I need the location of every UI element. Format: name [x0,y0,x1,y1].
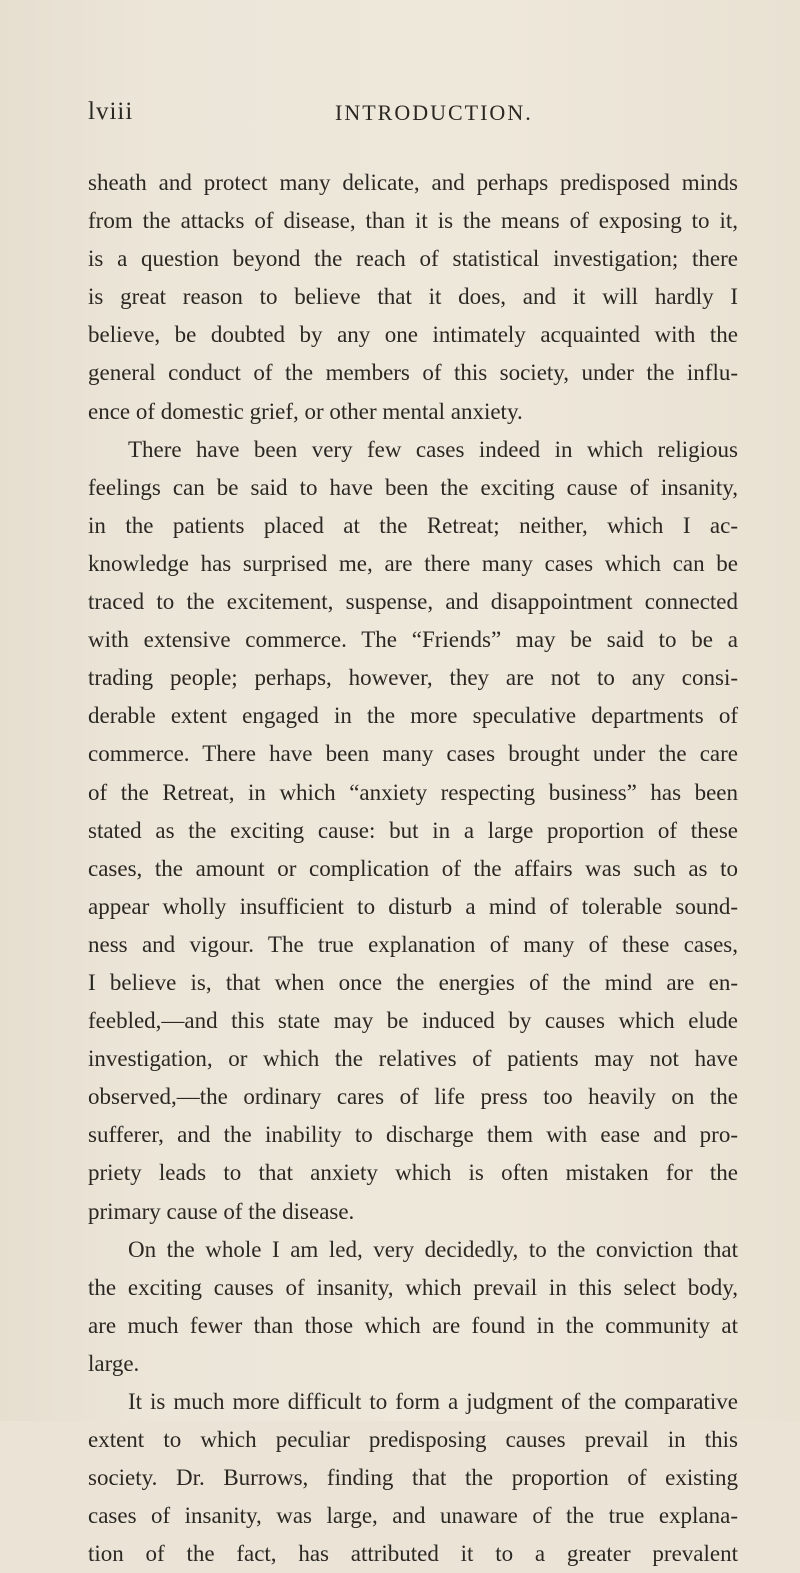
text-line: derable extent engaged in the more speculative departments of [88,703,738,729]
text-line: in the patients placed at the Retreat; neither, which I ac- [88,512,738,538]
text-line: appear wholly insufficient to disturb a mind of tolerable sound- [88,893,738,919]
text-line: extent to which peculiar predisposing causes prevail in this [88,1427,738,1453]
text-line: ence of domestic grief, or other mental anxiety. [88,398,523,424]
text-line: tion of the fact, has attributed it to a greater prevalent [88,1541,738,1567]
text-line: feebled,—and this state may be induced by causes which elude [88,1008,738,1034]
running-title: INTRODUCTION. [335,100,533,125]
text-line: knowledge has surprised me, are there many cases which can be [88,550,738,576]
text-line: priety leads to that anxiety which is often mistaken for the [88,1160,738,1186]
text-line: cases, the amount or complication of the affairs was such as to [88,855,738,881]
text-line: ness and vigour. The true explanation of many of these cases, [88,931,738,957]
text-line: There have been very few cases indeed in which religious [128,436,738,462]
page-number: lviii [88,98,134,125]
text-line: sufferer, and the inability to discharge them with ease and pro- [88,1122,738,1148]
text-line: is a question beyond the reach of statistical investigation; there [88,246,738,272]
text-line: On the whole I am led, very decidedly, to the conviction that [128,1236,738,1262]
text-line: is great reason to believe that it does, and it will hardly I [88,284,738,310]
text-line: commerce. There have been many cases brought under the care [88,741,738,767]
text-line: large. [88,1350,140,1376]
text-line: sheath and protect many delicate, and perhaps predisposed minds [88,170,738,195]
text-line: of the Retreat, in which “anxiety respecting business” has been [88,779,738,805]
text-line: primary cause of the disease. [88,1198,355,1224]
text-line: cases of insanity, was large, and unaware of the true explana- [88,1503,738,1529]
text-line: from the attacks of disease, than it is the means of exposing to it, [88,208,738,234]
text-line: believe, be doubted by any one intimately acquainted with the [88,322,738,348]
text-line: the exciting causes of insanity, which prevail in this select body, [88,1274,738,1300]
text-line: society. Dr. Burrows, finding that the proportion of existing [88,1465,738,1491]
text-line: stated as the exciting cause: but in a large proportion of these [88,817,738,843]
text-line: trading people; perhaps, however, they are not to any consi- [88,665,738,691]
text-line: feelings can be said to have been the exciting cause of insanity, [88,474,738,500]
page-header [0,98,800,138]
text-line: with extensive commerce. The “Friends” may be said to be a [88,627,738,653]
text-line: are much fewer than those which are found in the community at [88,1312,738,1338]
text-line: observed,—the ordinary cares of life press too heavily on the [88,1084,738,1110]
text-line: traced to the excitement, suspense, and disappointment connected [88,589,738,615]
text-line: I believe is, that when once the energies of the mind are en- [88,969,738,995]
text-line: investigation, or which the relatives of patients may not have [88,1046,738,1072]
body-text [88,164,738,1573]
text-line: It is much more difficult to form a judgment of the comparative [128,1389,738,1414]
text-line: general conduct of the members of this society, under the influ- [88,360,738,386]
